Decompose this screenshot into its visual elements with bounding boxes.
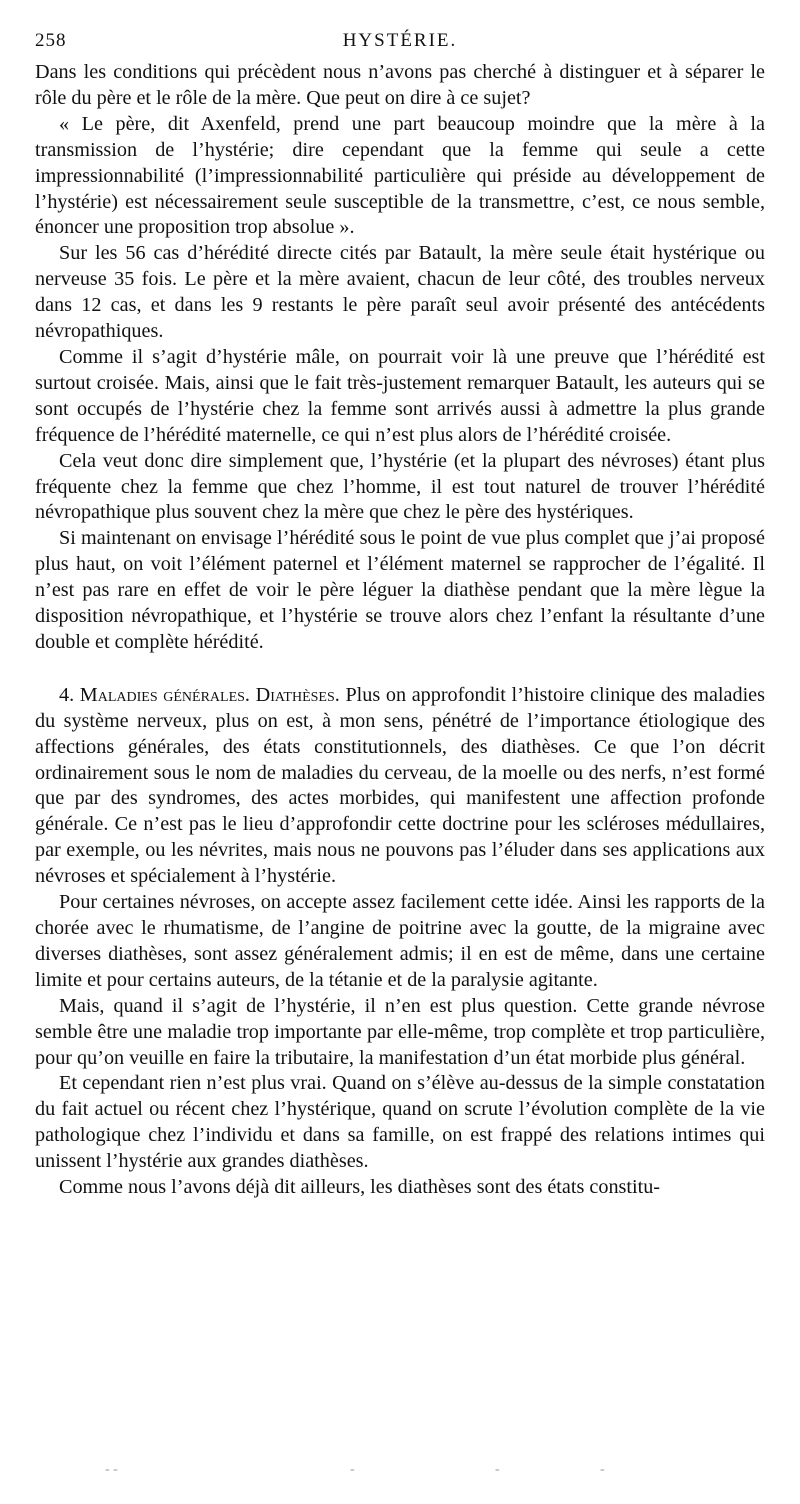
book-page <box>35 30 765 1201</box>
section-intro-text: Plus on approfondit l’histoire clinique des maladies du système nerveux, plus on est, à mon sens, pénétré de l’importance étiologique des affections générales, des états constitutionnels, des diathèses. Ce que l’on décrit ordinairement sous le nom de maladies du cerveau, de la moelle ou des nerfs, n’est formé que par des syndromes, des actes morbides, qui manifestent une affection profonde générale. Ce n’est pas le lieu d’approfondir cette doctrine pour les scléroses médullaires, par exemple, ou les névrites, mais nous ne pouvons pas l’éluder dans ses applications aux névroses et spécialement à l’hystérie. <box>35 683 766 888</box>
scan-mark: - <box>600 1462 605 1477</box>
section-intro-paragraph <box>35 683 765 890</box>
paragraph: Dans les conditions qui précèdent nous n’avons pas cherché à distinguer et à séparer le rôle du père et le rôle de la mère. Que peut on dire à ce sujet? <box>35 61 765 109</box>
scan-mark: - <box>495 1462 500 1477</box>
paragraph: Et cependant rien n’est plus vrai. Quand on s’élève au-dessus de la simple constatation du fait actuel ou récent chez l’hystérique, quand on scrute l’évolution complète de la vie pathologique chez l’individu et dans sa famille, on est frappé des relations intimes qui unissent l’hystérie aux grandes diathèses. <box>35 1072 765 1173</box>
paragraph: Comme il s’agit d’hystérie mâle, on pourrait voir là une preuve que l’hérédité est surtout croisée. Mais, ainsi que le fait très-justement remarquer Batault, les auteurs qui se sont occupés de l’hystérie chez la femme sont arrivés aussi à admettre la plus grande fréquence de l’hérédité maternelle, ce qui n’est plus alors de l’hérédité croisée. <box>35 345 765 446</box>
paragraph: Pour certaines névroses, on accepte assez facilement cette idée. Ainsi les rapports de la chorée avec le rhumatisme, de l’angine de poitrine avec la goutte, de la migraine avec diverses diathèses, sont assez généralement admis; il en est de même, dans une certaine limite et pour certains auteurs, de la tétanie et de la paralysie agitante. <box>35 891 765 991</box>
paragraph: Sur les 56 cas d’hérédité directe cités par Batault, la mère seule était hystérique ou nerveuse 35 fois. Le père et la mère avaient, chacun de leur côté, des troubles nerveux dans 12 cas, et dans les 9 restants le père paraît seul avoir présenté des antécédents névropathiques. <box>35 242 765 343</box>
section-spacer <box>35 656 765 683</box>
section-number: 4. <box>59 683 75 706</box>
paragraph: Comme nous l’avons déjà dit ailleurs, les diathèses sont des états constitu- <box>59 1176 661 1199</box>
scan-mark: - <box>350 1462 355 1477</box>
paragraph: Si maintenant on envisage l’hérédité sous le point de vue plus complet que j’ai proposé plus haut, on voit l’élément paternel et l’élément maternel se rapprocher de l’égalité. Il n’est pas rare en effet de voir le père léguer la diathèse pendant que la mère lègue la disposition névropathique, et l’hystérie se trouve alors chez l’enfant la résultante d’une double et complète hérédité. <box>35 527 765 653</box>
paragraph: « Le père, dit Axenfeld, prend une part beaucoup moindre que la mère à la transmission de l’hystérie; dire cependant que la femme qui seule a cette impressionnabilité (l’impressionnabilité particulière qui préside au développement de l’hystérie) est nécessairement seule susceptible de la transmettre, c’est, ce nous semble, énoncer une proposition trop absolue ». <box>35 112 765 239</box>
section-heading-general-diseases: Maladies générales. <box>79 683 250 706</box>
footer-marks <box>0 1462 800 1477</box>
paragraph: Mais, quand il s’agit de l’hystérie, il n’en est plus question. Cette grande névrose semble être une maladie trop importante par elle-même, trop complète et trop particulière, pour qu’on veuille en faire la tributaire, la manifestation d’un état morbide plus général. <box>35 994 765 1069</box>
page-header <box>35 30 765 60</box>
body-text <box>35 60 765 1201</box>
scan-mark: - - <box>105 1462 118 1477</box>
paragraph: Cela veut donc dire simplement que, l’hystérie (et la plupart des névroses) étant plus fréquente chez la femme que chez l’homme, il est tout naturel de trouver l’hérédité névropathique plus souvent chez la mère que chez le père des hystériques. <box>35 449 765 524</box>
page-number: 258 <box>35 30 67 51</box>
section-heading-diatheses: Diathèses. <box>255 683 340 706</box>
running-title: HYSTÉRIE. <box>342 30 458 51</box>
